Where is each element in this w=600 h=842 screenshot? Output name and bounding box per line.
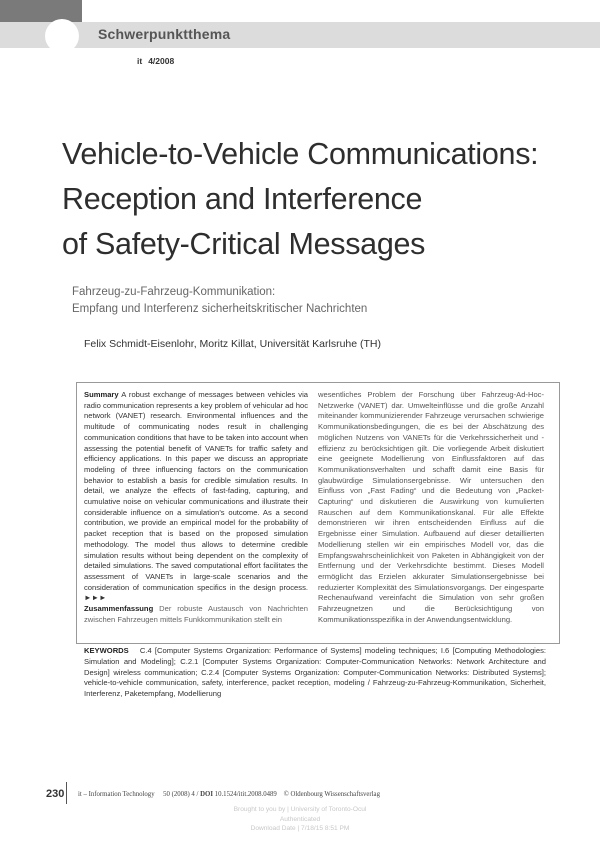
subtitle-line: Empfang und Interferenz sicherheitskritischer Nachrichten <box>72 303 368 315</box>
zusammenfassung-text-continued: wesentliches Problem der Forschung über Fahrzeug-Ad-Hoc-Netzwerke (VANET) dar. Umwelteinflüsse und die große Anzahl miteinander kommunizierender Fahrzeuge verursachen schwierige Kommunikationsbedingungen, die es bei der Abschätzung des möglichen Nutzens von VANETs für die Verkehrssicherheit und -effizienz zu berücksichtigen gilt. Die vorliegende Arbeit diskutiert eine geeignete Modellierung von Einflussfaktoren auf das Kommunikationsverhalten und schafft damit eine Basis für glaubwürdige Simulationsergebnisse. Wir untersuchen den Einfluss von „Fast Fading“ und die Bedeutung von „Packet-Capturing“ und diskutieren die Auswirkung von kumulierten Rauschen auf dem Kommunikationskanal. Für alle Effekte demonstrieren wir ihren entscheidenden Einfluss auf die Ergebnisse einer Simulation. Aufbauend auf dieser detaillierten Modellierung stellen wir ein empirisches Modell vor, das die Empfangswahrscheinlichkeit von Paketen in Abhängigkeit von der Entfernung und der Verkehrsdichte bestimmt. Dieses Modell ermöglicht das Erzielen akkurater Simulationsergebnisse bei reduzierter Komplexität des Simulationsvorgangs. Der eingesparte Rechenaufwand vereinfacht die Simulation von sehr großen Fahrzeugnetzen und die Berücksichtigung von Kommunikationsspezifika in der Anwendungsentwicklung. <box>318 390 544 624</box>
continue-arrows: ►►► <box>84 593 107 603</box>
keywords-text: C.4 [Computer Systems Organization: Performance of Systems] modeling techniques; I.6 [Computing Methodologies: Simulation and Modeling]; C.2.1 [Computer Systems Organization: Computer-Communication Networks: Network Architecture and Design] wireless communication; C.2.4 [Computer Systems Organization: Computer-Communication Networks: Distributed Systems]; vehicle-to-vehicle communication, safety, interference, packet reception, modeling / Fahrzeug-zu-Fahrzeug-Kommunikation, Sicherheit, Interferenz, Paketempfang, Modellierung <box>84 646 546 699</box>
title-line: Reception and Interference <box>62 182 423 216</box>
issue-label <box>137 56 174 66</box>
summary-label: Summary <box>84 390 119 399</box>
corner-block <box>0 0 82 22</box>
footer-citation <box>78 791 380 798</box>
footer-divider <box>66 782 67 804</box>
keywords-label: KEYWORDS <box>84 646 129 655</box>
footer-publisher: © Oldenbourg Wissenschaftsverlag <box>283 791 380 798</box>
summary-text: A robust exchange of messages between vehicles via radio communication represents a key problem of vehicular ad hoc network (VANET) research. Environmental influences and the multitude of communicating nodes result in challenging communication conditions that have to be taken into account when assessing the potential benefit of VANETs for traffic safety and efficiency applications. In this paper we discuss an appropriate modeling of three influencing factors on the communication behavior to establish a basis for credible simulation results. In detail, we analyze the effects of fast-fading, capturing, and cumulative noise on vehicular communications and illustrate their considerable influence on a simulation's outcome. As a second contribution, we provide an empirical model for the probability of packet reception that is based on the proposed simulation methodology. The model thus allows to determine credible simulation results without being dependent on the complexity of detailed simulations. The saved computational effort facilitates the assessment of VANETs in large-scale scenarios and the consideration of communication specifics in the design process. <box>84 390 308 592</box>
title-line: Vehicle-to-Vehicle Communications: <box>62 137 539 171</box>
watermark-line: Download Date | 7/18/15 8:51 PM <box>250 825 350 832</box>
zusammenfassung-text-start: Der robuste Austausch von Nachrichten zwischen Fahrzeugen mittels Funkkommunikation stellt ein <box>84 604 308 624</box>
watermark-line: Brought to you by | University of Toronto-Ocul <box>233 806 367 813</box>
issue-number: 4/2008 <box>148 56 175 66</box>
zusammenfassung-label: Zusammenfassung <box>84 604 154 614</box>
section-header-band <box>0 22 600 48</box>
subtitle-line: Fahrzeug-zu-Fahrzeug-Kommunikation: <box>72 286 276 298</box>
keywords-block <box>84 646 546 700</box>
footer-journal: it – Information Technology <box>78 791 155 798</box>
header-circle-decoration <box>45 19 79 53</box>
page-number: 230 <box>46 788 65 800</box>
article-title <box>62 132 582 267</box>
watermark-line: Authenticated <box>279 815 321 823</box>
author-line: Felix Schmidt-Eisenlohr, Moritz Killat, Universität Karlsruhe (TH) <box>84 338 381 350</box>
section-title: Schwerpunktthema <box>98 26 231 42</box>
download-watermark <box>200 805 400 834</box>
footer-doi-label: DOI <box>200 791 213 798</box>
abstract-left-column <box>84 390 308 625</box>
title-line: of Safety-Critical Messages <box>62 227 426 261</box>
article-subtitle <box>72 284 552 318</box>
footer-doi: 10.1524/itit.2008.0489 <box>214 791 277 798</box>
journal-abbrev: it <box>137 56 143 66</box>
footer-volume: 50 (2008) 4 / <box>163 791 199 798</box>
abstract-right-column <box>318 390 544 625</box>
